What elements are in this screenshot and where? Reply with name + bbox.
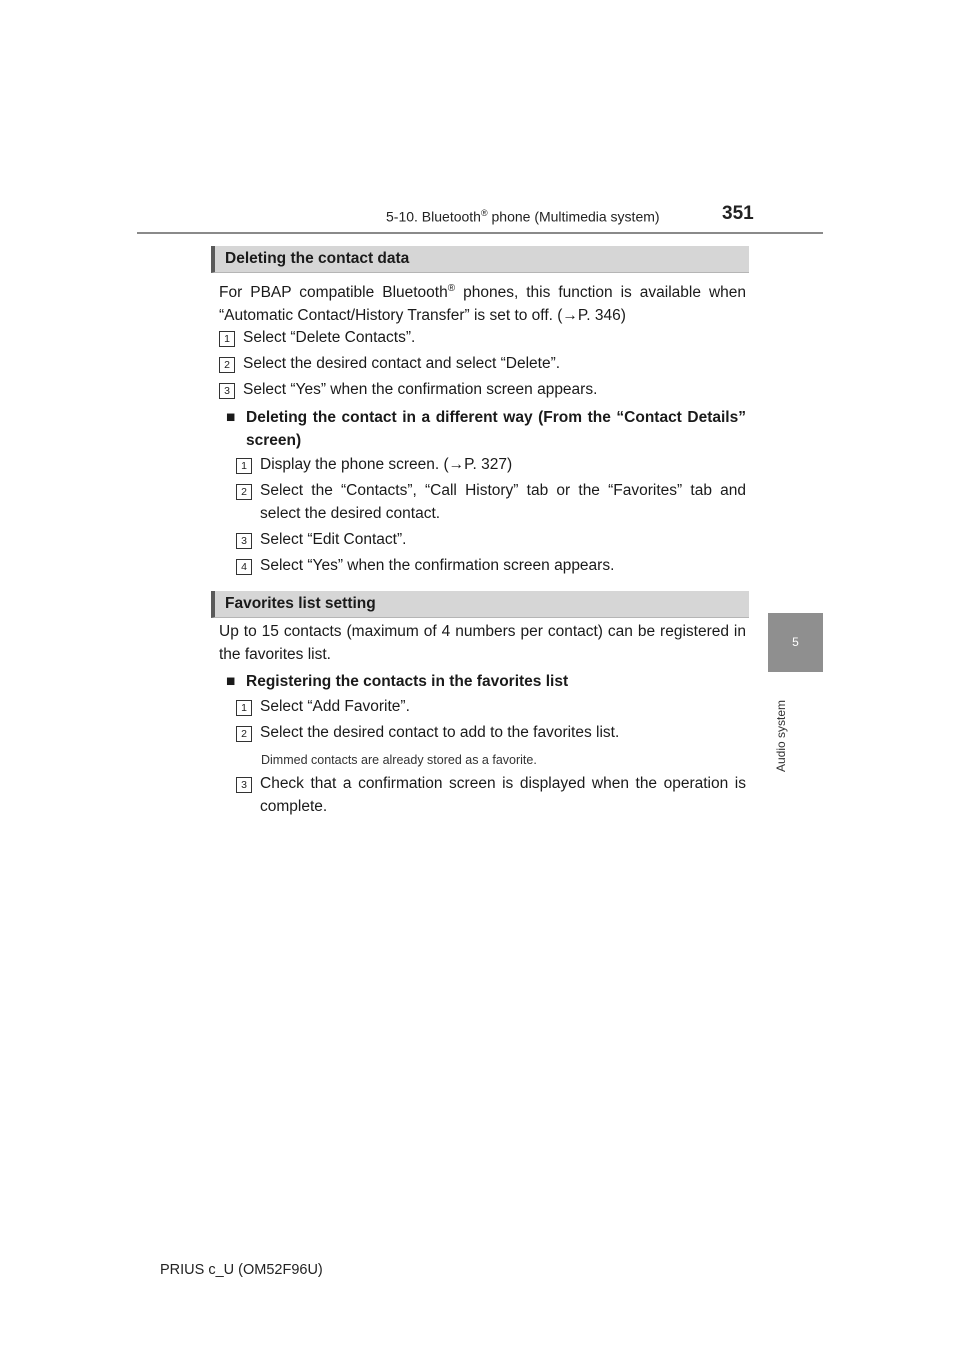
- running-header: [386, 208, 660, 225]
- step-text: Select the “Contacts”, “Call History” tab or the “Favorites” tab and select the desired contact.: [260, 482, 746, 522]
- subheading-alt-delete: ■ Deleting the contact in a different way (From the “Contact Details” screen): [226, 406, 746, 452]
- header-text-rest: phone (Multimedia system): [487, 208, 660, 225]
- step-number: 4: [236, 559, 252, 575]
- section-heading-favorites: Favorites list setting: [211, 591, 749, 618]
- chapter-tab: 5: [768, 613, 823, 672]
- step-number: 3: [236, 777, 252, 793]
- subheading-register-favorites: ■ Registering the contacts in the favorites list: [226, 670, 746, 693]
- step-number: 2: [236, 726, 252, 742]
- header-text: 5-10. Bluetooth: [386, 208, 481, 225]
- step-text: Select “Yes” when the confirmation screen appears.: [260, 557, 615, 574]
- step-text: Select “Edit Contact”.: [260, 531, 407, 548]
- step-text: Select the desired contact and select “Delete”.: [243, 355, 561, 372]
- step-text: Select “Add Favorite”.: [260, 698, 410, 715]
- step-text: Check that a confirmation screen is displayed when the operation is complete.: [260, 775, 746, 815]
- delete-intro: For PBAP compatible Bluetooth® phones, this function is available when “Automatic Contact/History Transfer” is set to off. (→P. 346): [219, 283, 746, 325]
- step-text: Select “Delete Contacts”.: [243, 329, 416, 346]
- step-number: 1: [219, 331, 235, 347]
- page-number: 351: [722, 203, 754, 224]
- footer-model: PRIUS c_U (OM52F96U): [160, 1262, 323, 1278]
- step-number: 2: [236, 484, 252, 500]
- bullet-square-icon: ■: [226, 673, 236, 690]
- step-number: 3: [219, 383, 235, 399]
- bullet-square-icon: ■: [226, 409, 236, 426]
- step-text: Select the desired contact to add to the favorites list.: [260, 724, 620, 741]
- step-text: Display the phone screen. (→P. 327): [260, 456, 513, 473]
- section-heading-delete: Deleting the contact data: [211, 246, 749, 273]
- note-text: Dimmed contacts are already stored as a favorite.: [261, 753, 537, 767]
- step-number: 3: [236, 533, 252, 549]
- favorites-intro: Up to 15 contacts (maximum of 4 numbers per contact) can be registered in the favorites list.: [219, 623, 746, 663]
- header-rule: [137, 232, 823, 234]
- step-number: 1: [236, 700, 252, 716]
- step-text: Select “Yes” when the confirmation screen appears.: [243, 381, 598, 398]
- chapter-label: Audio system: [774, 699, 788, 772]
- registered-mark: ®: [480, 208, 488, 218]
- step-number: 1: [236, 458, 252, 474]
- step-number: 2: [219, 357, 235, 373]
